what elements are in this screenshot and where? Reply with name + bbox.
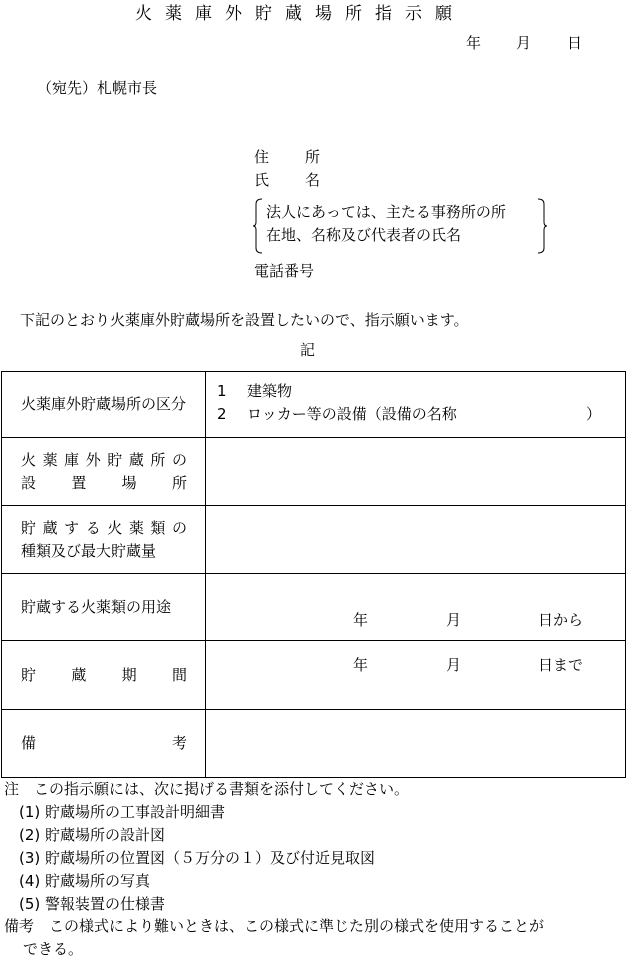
right-bracket-icon: [537, 198, 547, 254]
notes-item-1: (1) 貯蔵場所の工事設計明細書: [19, 803, 226, 821]
corporate-note-line2: 在地、名称及び代表者の氏名: [266, 226, 462, 244]
corporate-note-line1: 法人にあっては、主たる事務所の所: [266, 203, 506, 221]
char: 蔵: [71, 665, 87, 684]
location-label-cell: [2, 438, 206, 506]
period-to-day: 日まで: [538, 656, 584, 674]
period-label-cell: [2, 641, 206, 710]
remark-line1: 備考 この様式により難いときは、この様式に準じた別の様式を使用することが: [4, 917, 545, 935]
usage-row: [2, 574, 626, 641]
location-input-cell[interactable]: [206, 438, 626, 506]
storage-label-line1: [2, 518, 205, 537]
char: 設: [21, 473, 37, 492]
period-from-month: 月: [446, 611, 462, 629]
date-month-label: 月: [516, 34, 532, 52]
period-to-month: 月: [446, 656, 462, 674]
period-input-cell[interactable]: [206, 611, 626, 710]
remarks-label: [2, 736, 205, 751]
char: 薬: [128, 518, 144, 537]
left-bracket-icon: [253, 198, 263, 254]
char: 貯: [21, 665, 37, 684]
addressee: （宛先）札幌市長: [37, 79, 158, 97]
char: 所: [150, 450, 166, 469]
notes-item-5: (5) 警報装置の仕様書: [19, 895, 166, 913]
remarks-label-cell: [2, 710, 206, 778]
storage-label-line2: 種類及び最大貯蔵量: [21, 541, 157, 560]
form-title: 火薬庫外貯蔵場所指示願: [135, 4, 465, 24]
storage-label-cell: [2, 506, 206, 574]
category-value-cell: [206, 372, 626, 438]
char: 所: [171, 473, 187, 492]
char: 薬: [42, 450, 58, 469]
char: 貯: [21, 518, 37, 537]
period-to-year: 年: [353, 656, 369, 674]
usage-input-cell[interactable]: [206, 574, 626, 641]
char: る: [85, 518, 101, 537]
char: の: [171, 450, 187, 469]
char: 庫: [64, 450, 80, 469]
period-from-year: 年: [353, 611, 369, 629]
char: 間: [171, 665, 187, 684]
char: 場: [121, 473, 137, 492]
char: 火: [107, 518, 123, 537]
option-1-number: 1: [217, 382, 227, 400]
period-from-day: 日から: [538, 611, 584, 629]
char: 貯: [107, 450, 123, 469]
char: 外: [85, 450, 101, 469]
name-label-2: 名: [305, 171, 321, 189]
storage-form-table: [1, 371, 626, 778]
category-label-cell: [2, 372, 206, 438]
char: す: [64, 518, 80, 537]
usage-label: 貯蔵する火薬類の用途: [21, 597, 172, 616]
char: 蔵: [42, 518, 58, 537]
category-row: [2, 372, 626, 438]
char: の: [171, 518, 187, 537]
storage-row: [2, 506, 626, 574]
char: 備: [21, 734, 37, 752]
remarks-row: [2, 710, 626, 778]
notes-item-2: (2) 貯蔵場所の設計図: [19, 826, 166, 844]
category-option-2[interactable]: [217, 407, 457, 422]
char: 期: [121, 665, 137, 684]
period-label: [2, 665, 205, 684]
ki-heading: 記: [300, 341, 316, 359]
char: 蔵: [128, 450, 144, 469]
usage-label-cell: [2, 574, 206, 641]
char: 置: [71, 473, 87, 492]
location-label-line2: [2, 473, 205, 492]
phone-label: 電話番号: [254, 262, 315, 280]
date-year-label: 年: [466, 34, 482, 52]
char: 考: [171, 734, 187, 752]
option-2-number: 2: [217, 405, 227, 423]
request-statement: 下記のとおり火薬庫外貯蔵場所を設置したいので、指示願います。: [20, 311, 469, 329]
date-day-label: 日: [567, 34, 583, 52]
period-row: [2, 641, 626, 710]
notes-item-3: (3) 貯蔵場所の位置図（５万分の１）及び付近見取図: [19, 849, 376, 867]
remark-line2: できる。: [23, 940, 84, 958]
option-2-text: ロッカー等の設備（設備の名称: [247, 405, 457, 423]
remarks-input-cell[interactable]: [206, 710, 626, 778]
char: 火: [21, 450, 37, 469]
facility-name-close-paren: ）: [585, 405, 601, 423]
char: 類: [150, 518, 166, 537]
corporate-note-bracket: [253, 196, 547, 256]
option-1-text: 建築物: [247, 382, 293, 400]
location-label-line1: [2, 450, 205, 469]
storage-input-cell[interactable]: [206, 506, 626, 574]
address-label-1: 住: [254, 148, 270, 166]
name-label-1: 氏: [254, 171, 270, 189]
notes-item-4: (4) 貯蔵場所の写真: [19, 872, 151, 890]
category-option-1[interactable]: [217, 384, 292, 399]
notes-intro: 注 この指示願には、次に掲げる書類を添付してください。: [4, 780, 410, 798]
location-row: [2, 438, 626, 506]
address-label-2: 所: [305, 148, 321, 166]
category-label: 火薬庫外貯蔵場所の区分: [21, 395, 187, 413]
